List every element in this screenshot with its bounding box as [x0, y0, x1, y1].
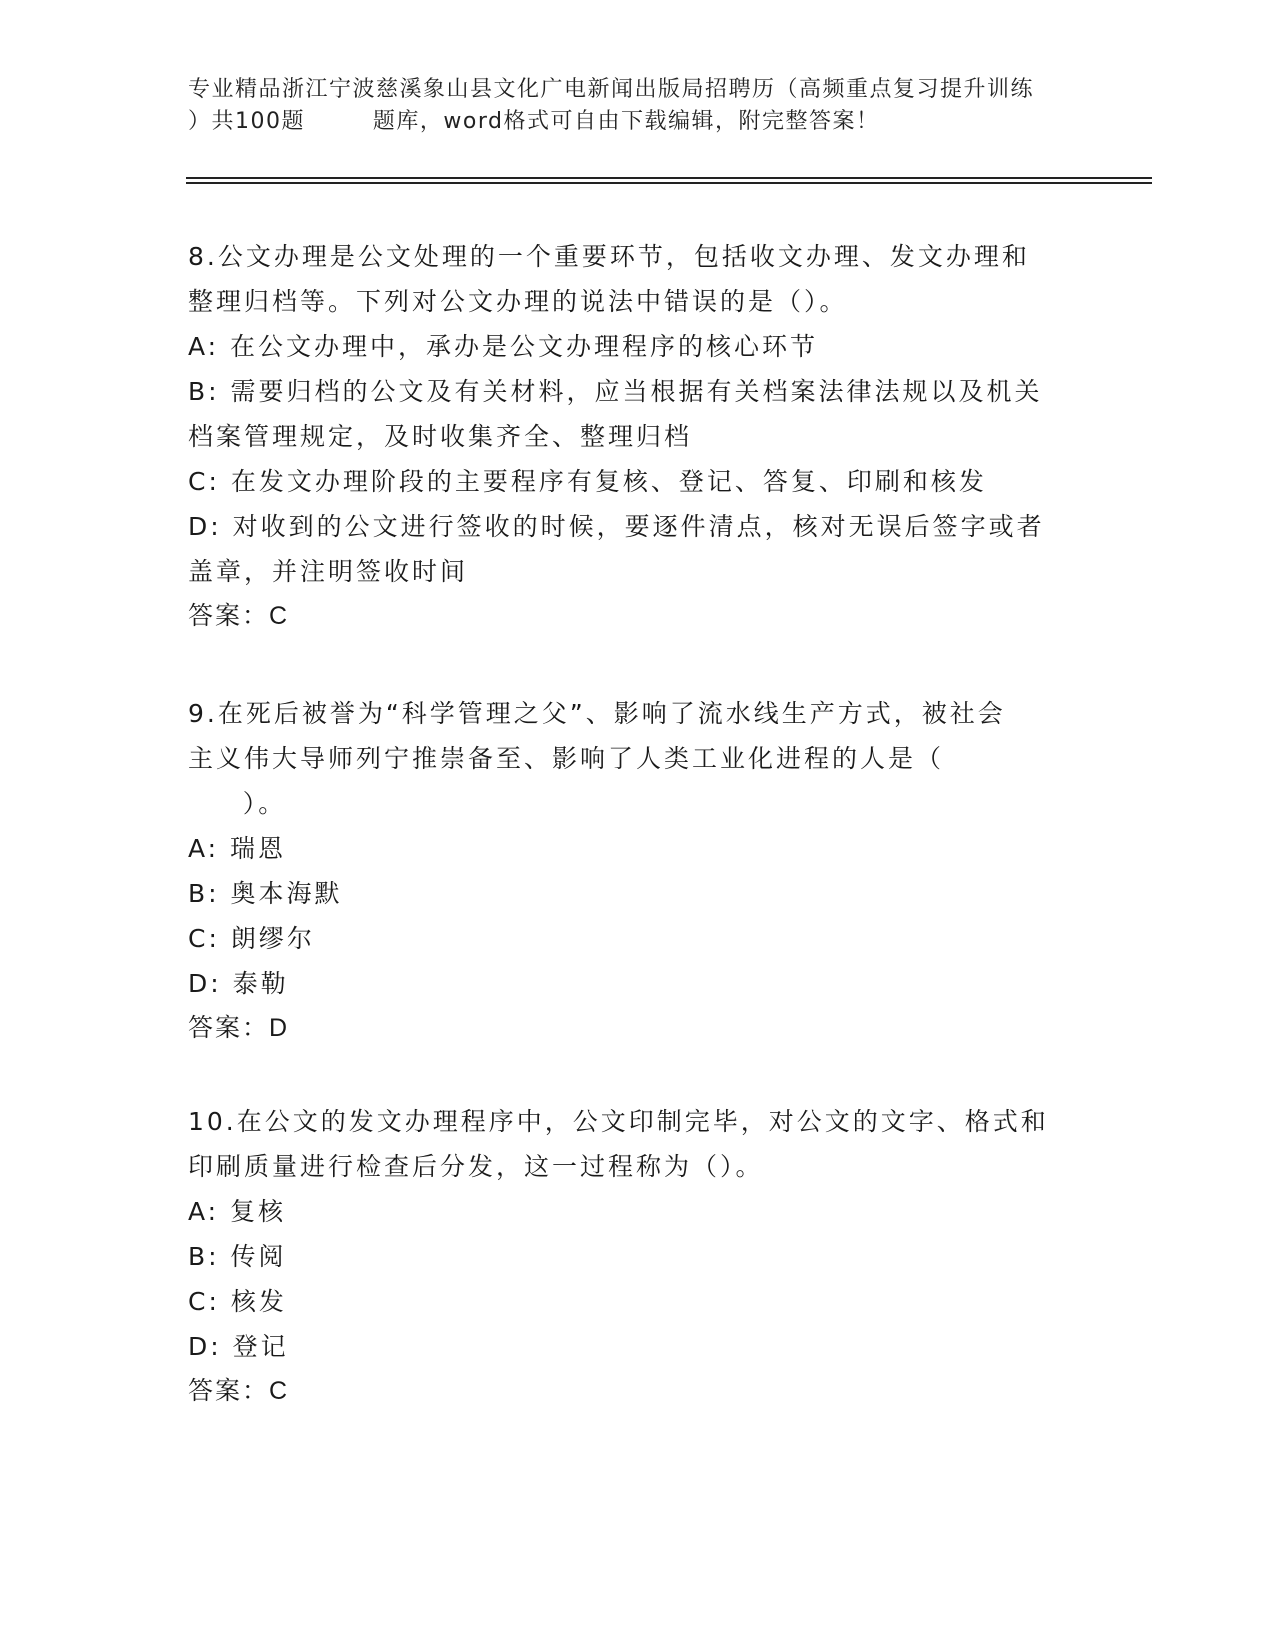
option-d-continued: 盖章，并注明签收时间	[188, 557, 469, 586]
question-stem-line: 主义伟大导师列宁推崇备至、影响了人类工业化进程的人是（	[188, 744, 945, 773]
option-a: A: 在公文办理中，承办是公文办理程序的核心环节	[188, 332, 819, 361]
header-line-1: 专业精品浙江宁波慈溪象山县文化广电新闻出版局招聘历（高频重点复习提升训练	[188, 77, 1035, 102]
option-c: C: 朗缪尔	[188, 924, 315, 953]
document-header	[188, 74, 1108, 138]
question-stem-line: 印刷质量进行检查后分发，这一过程称为（）。	[188, 1152, 764, 1181]
option-a: A: 复核	[188, 1197, 287, 1226]
question-9	[188, 691, 1088, 1051]
question-10	[188, 1099, 1088, 1414]
option-b-continued: 档案管理规定，及时收集齐全、整理归档	[188, 422, 693, 451]
option-d: D: 泰勒	[188, 969, 289, 998]
option-d: D: 对收到的公文进行签收的时候，要逐件清点，核对无误后签字或者	[188, 512, 1045, 541]
question-stem-line: 整理归档等。下列对公文办理的说法中错误的是（）。	[188, 287, 848, 316]
option-b: B: 奥本海默	[188, 879, 343, 908]
option-a: A: 瑞恩	[188, 834, 287, 863]
answer-label: 答案：C	[188, 1377, 290, 1405]
header-rule-bottom	[186, 182, 1152, 184]
question-stem-line: ）。	[188, 789, 287, 818]
question-stem-line: 8.公文办理是公文处理的一个重要环节，包括收文办理、发文办理和	[188, 242, 1030, 271]
header-rule-top	[186, 177, 1152, 179]
option-d: D: 登记	[188, 1332, 289, 1361]
question-stem-line: 10.在公文的发文办理程序中，公文印制完毕，对公文的文字、格式和	[188, 1107, 1049, 1136]
option-b: B: 需要归档的公文及有关材料，应当根据有关档案法律法规以及机关	[188, 377, 1043, 406]
answer-label: 答案：D	[188, 1014, 290, 1042]
option-c: C: 核发	[188, 1287, 287, 1316]
question-8	[188, 234, 1088, 639]
question-stem-line: 9.在死后被誉为“科学管理之父”、影响了流水线生产方式，被社会	[188, 699, 1006, 728]
option-c: C: 在发文办理阶段的主要程序有复核、登记、答复、印刷和核发	[188, 467, 987, 496]
answer-label: 答案：C	[188, 602, 290, 630]
option-b: B: 传阅	[188, 1242, 287, 1271]
header-line-2: ）共100题 题库，word格式可自由下载编辑，附完整答案！	[188, 109, 880, 134]
